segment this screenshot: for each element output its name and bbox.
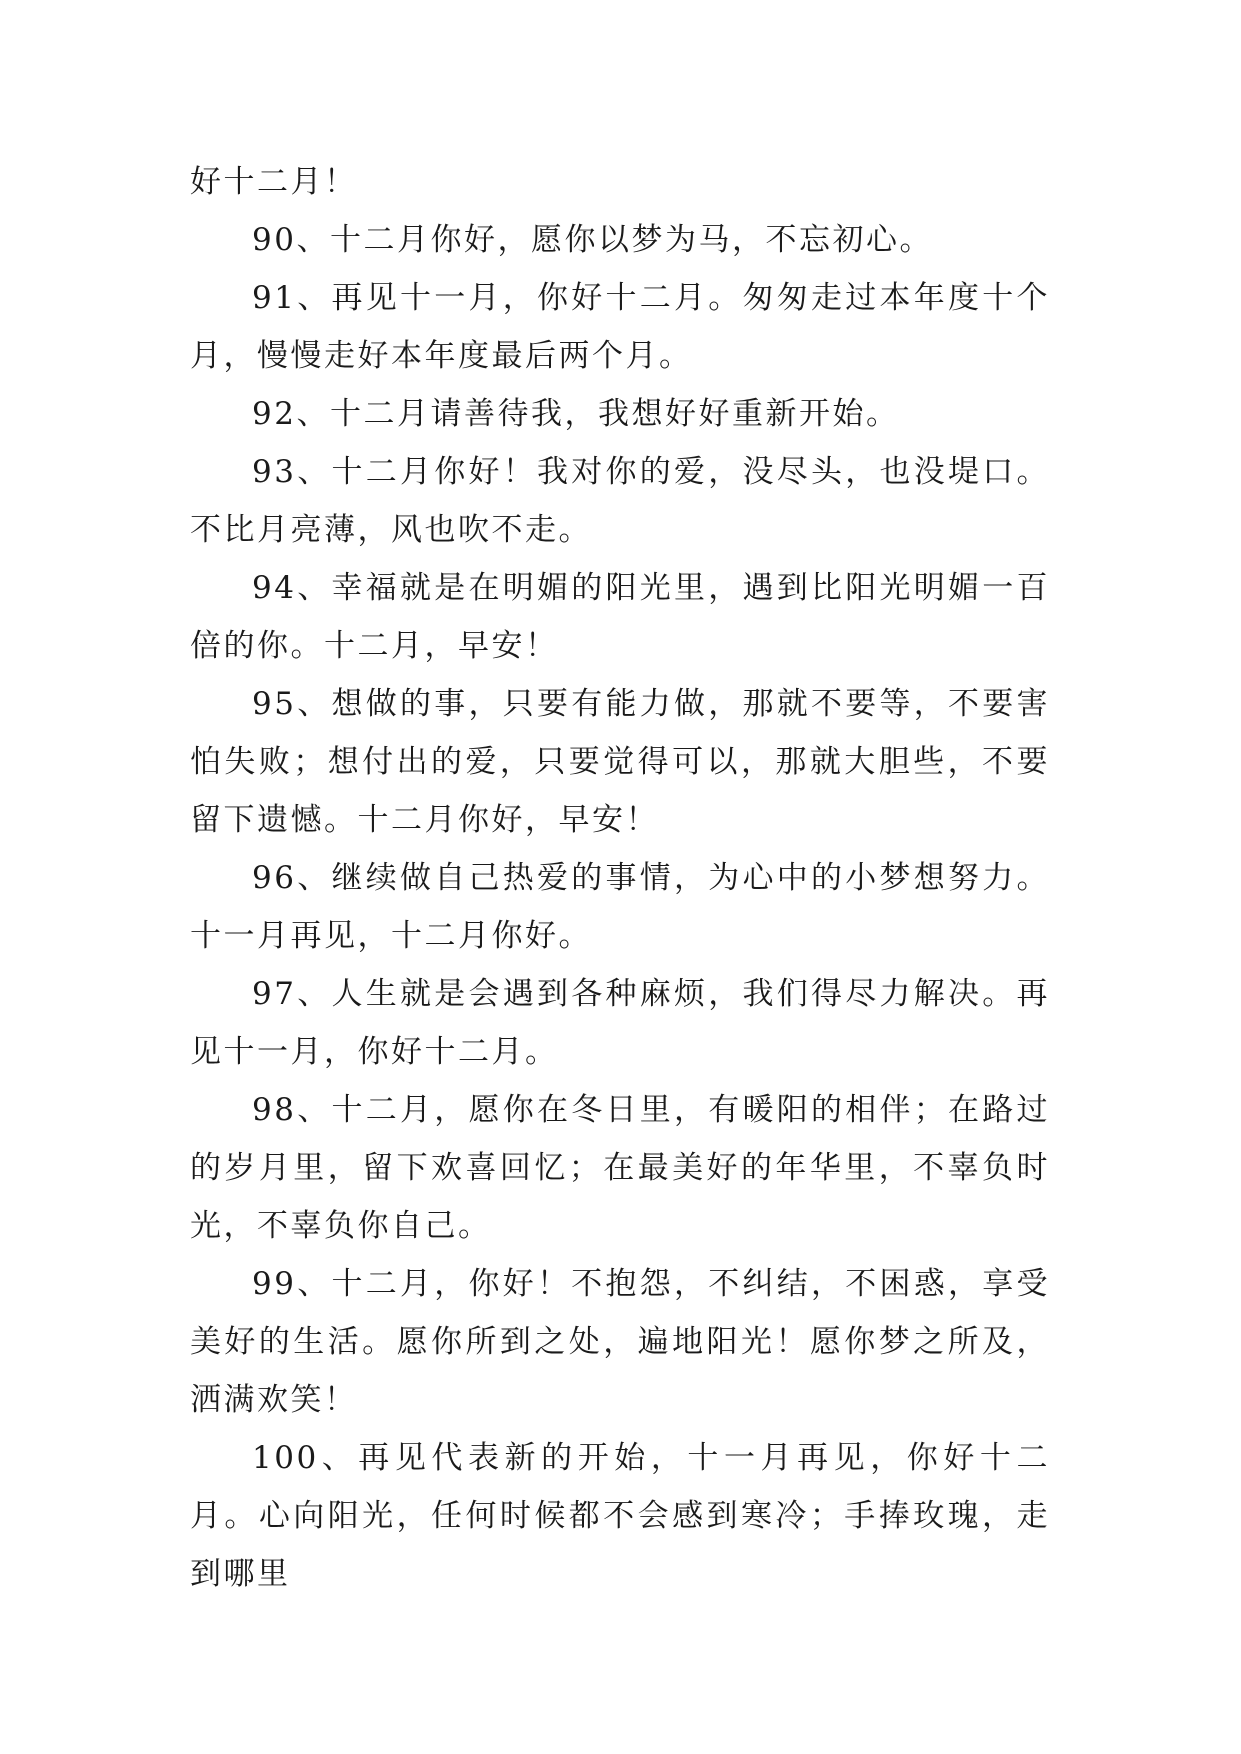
paragraph-100: 100、再见代表新的开始，十一月再见，你好十二月。心向阳光，任何时候都不会感到寒冷；手捧玫瑰，走到哪里 [190, 1440, 1050, 1592]
paragraph-90: 90、十二月你好，愿你以梦为马，不忘初心。 [252, 222, 933, 258]
paragraph-93: 93、十二月你好！我对你的爱，没尽头，也没堤口。不比月亮薄，风也吹不走。 [190, 454, 1050, 548]
paragraph-91: 91、再见十一月，你好十二月。匆匆走过本年度十个月，慢慢走好本年度最后两个月。 [190, 280, 1050, 374]
paragraph-96: 96、继续做自己热爱的事情，为心中的小梦想努力。十一月再见，十二月你好。 [190, 860, 1050, 954]
paragraph-94: 94、幸福就是在明媚的阳光里，遇到比阳光明媚一百倍的你。十二月，早安！ [190, 570, 1050, 664]
paragraph-continuation: 好十二月！ [190, 164, 358, 200]
document-body [190, 153, 1050, 1603]
paragraph-95: 95、想做的事，只要有能力做，那就不要等，不要害怕失败；想付出的爱，只要觉得可以，那就大胆些，不要留下遗憾。十二月你好，早安！ [190, 686, 1050, 838]
paragraph-92: 92、十二月请善待我，我想好好重新开始。 [252, 396, 900, 432]
paragraph-97: 97、人生就是会遇到各种麻烦，我们得尽力解决。再见十一月，你好十二月。 [190, 976, 1050, 1070]
paragraph-98: 98、十二月，愿你在冬日里，有暖阳的相伴；在路过的岁月里，留下欢喜回忆；在最美好的年华里，不辜负时光，不辜负你自己。 [190, 1092, 1050, 1244]
paragraph-99: 99、十二月，你好！不抱怨，不纠结，不困惑，享受美好的生活。愿你所到之处，遍地阳光！愿你梦之所及，洒满欢笑！ [190, 1266, 1050, 1418]
